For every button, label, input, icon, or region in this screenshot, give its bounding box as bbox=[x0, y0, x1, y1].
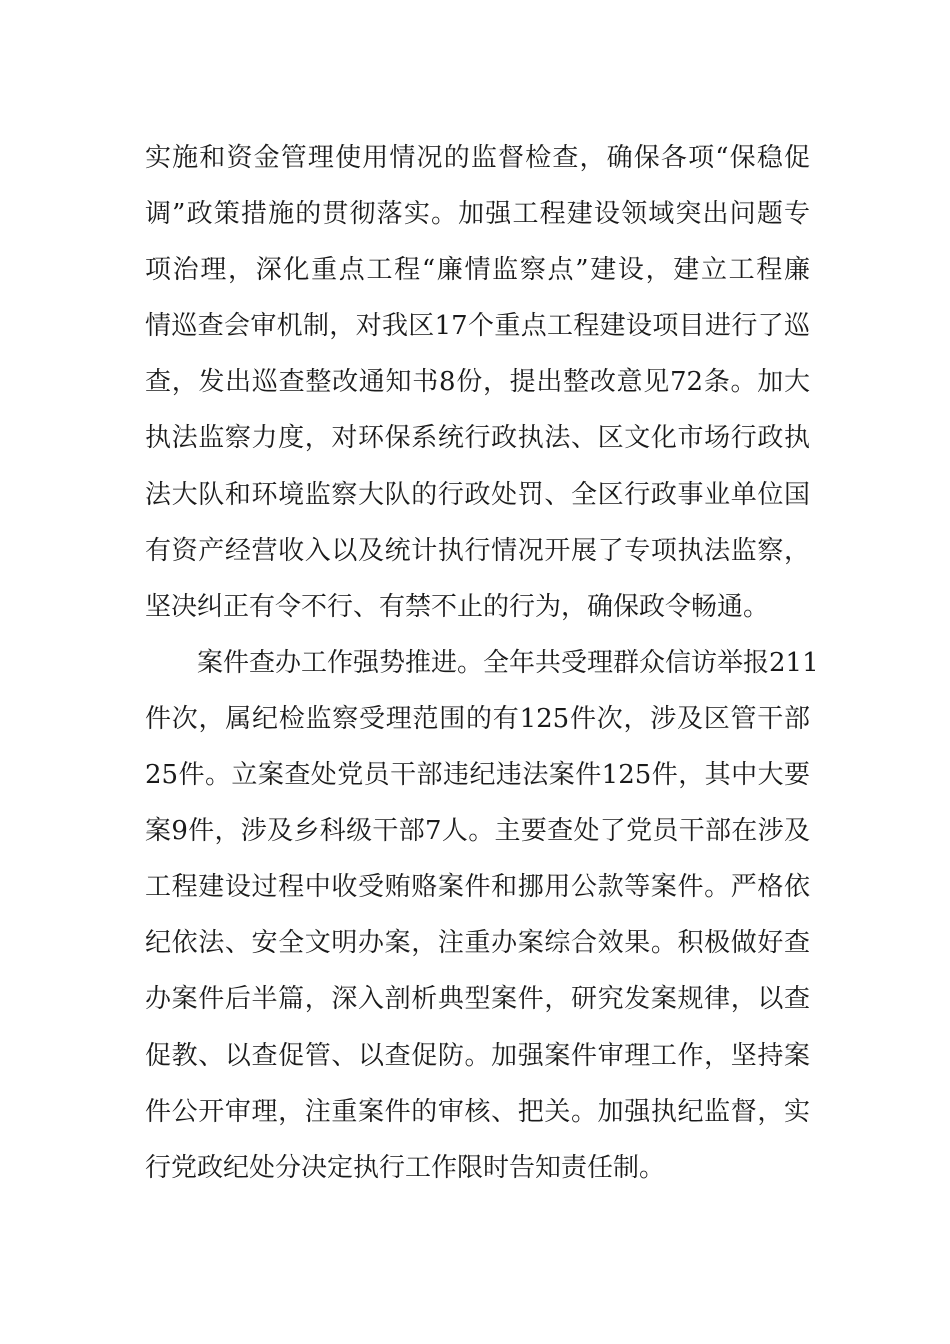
text-line: 行党政纪处分决定执行工作限时告知责任制。 bbox=[145, 1152, 666, 1183]
text-line: 办案件后半篇，深入剖析典型案件，研究发案规律，以查 bbox=[145, 984, 810, 1015]
paragraph-1 bbox=[145, 130, 810, 635]
text-line: 法大队和环境监察大队的行政处罚、全区行政事业单位国 bbox=[145, 479, 810, 510]
text-line: 件次，属纪检监察受理范围的有125件次，涉及区管干部 bbox=[145, 703, 810, 734]
body-text bbox=[145, 130, 819, 1196]
text-line: 调”政策措施的贯彻落实。加强工程建设领域突出问题专 bbox=[145, 199, 810, 230]
text-line: 执法监察力度，对环保系统行政执法、区文化市场行政执 bbox=[145, 423, 810, 454]
paragraph-2 bbox=[145, 635, 819, 1196]
text-line: 促教、以查促管、以查促防。加强案件审理工作，坚持案 bbox=[145, 1040, 810, 1071]
text-line: 工程建设过程中收受贿赂案件和挪用公款等案件。严格依 bbox=[145, 872, 810, 903]
text-line: 纪依法、安全文明办案，注重办案综合效果。积极做好查 bbox=[145, 928, 810, 959]
text-line: 实施和资金管理使用情况的监督检查，确保各项“保稳促 bbox=[145, 143, 810, 173]
text-line: 25件。立案查处党员干部违纪违法案件125件，其中大要 bbox=[145, 760, 810, 791]
text-line: 有资产经营收入以及统计执行情况开展了专项执法监察， bbox=[145, 535, 810, 566]
text-line: 案9件，涉及乡科级干部7人。主要查处了党员干部在涉及 bbox=[145, 816, 810, 847]
text-line: 坚决纠正有令不行、有禁不止的行为，确保政令畅通。 bbox=[145, 591, 770, 622]
text-line: 项治理，深化重点工程“廉情监察点”建设，建立工程廉 bbox=[145, 255, 810, 286]
text-line: 案件查办工作强势推进。全年共受理群众信访举报211 bbox=[197, 647, 819, 678]
text-line: 件公开审理，注重案件的审核、把关。加强执纪监督，实 bbox=[145, 1096, 810, 1127]
text-line: 查，发出巡查整改通知书8份，提出整改意见72条。加大 bbox=[145, 367, 810, 398]
text-line: 情巡查会审机制，对我区17个重点工程建设项目进行了巡 bbox=[145, 311, 810, 342]
